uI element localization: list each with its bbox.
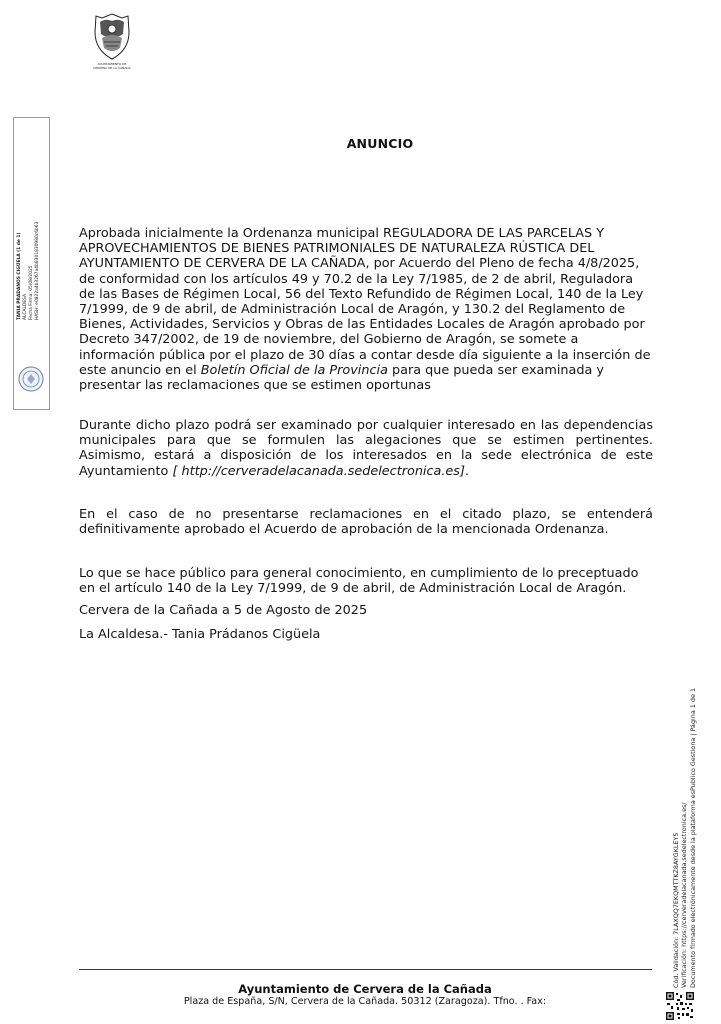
platform-note: Documento firmado electrónicamente desde la plataforma esPublico Gestiona | Página 1 de 1 — [688, 688, 697, 988]
signature-date: Fecha Firma: 05/08/2025 — [29, 265, 34, 320]
sede-electronica-link[interactable]: [ http://cerveradelacanada.sedelectronica.es] — [172, 463, 465, 479]
signature-line: La Alcaldesa.- Tania Prádanos Cigüela — [79, 627, 321, 642]
paragraph-publication: Lo que se hace público para general conocimiento, en cumplimiento de lo preceptuado en el artículo 140 de la Ley 7/1999, de 9 de abril, de Administración Local de Aragón. — [79, 566, 639, 597]
page-title: ANUNCIO — [346, 136, 414, 151]
footer-address: Plaza de España, S/N, Cervera de la Cañada. 50312 (Zaragoza). Tfno. . Fax: — [183, 996, 547, 1007]
qr-code-icon[interactable] — [665, 991, 695, 1021]
logo-caption-1: AYUNTAMIENTO DE — [97, 62, 127, 66]
paragraph-2-end: . — [464, 463, 470, 479]
footer-divider — [79, 969, 652, 970]
paragraph-1-part-b: , por Acuerdo del Pleno de fecha 4/8/2025, de conformidad con los artículos 49 y 70.2 de la Ley 7/1985, de 2 de abril, Reguladora de las Bases de Régimen Local, 56 del Texto Refundido de Régimen Local, 140 de la Ley 7/1999, de 9 de abril, de Administración Local de Aragón, y 130.2 del Reglamento de Bienes, Actividades, Servicios y Obras de las Entidades Locales de Aragón aprobado por Decreto 347/2002, de 19 de noviembre, del Gobierno de Aragón, se somete a información pública por el plazo de 30 días a contar desde día siguiente a la inserción de este anuncio en el — [79, 256, 651, 378]
place-date: Cervera de la Cañada a 5 de Agosto de 2025 — [79, 603, 368, 618]
official-seal-icon — [18, 366, 44, 392]
logo-caption-2: CERVERA DE LA CAÑADA — [93, 66, 131, 70]
paragraph-examination — [79, 418, 653, 479]
verification-block — [672, 658, 712, 988]
validation-code: Cód. Validación: 7LAXQQ7EKQMTTKZ8AYGKLEY5 — [672, 832, 680, 988]
signature-block — [17, 190, 47, 320]
boletin-oficial-italic: Boletín Oficial de la Provincia — [200, 362, 388, 378]
verification-url[interactable]: Verificación: https://cerveradelacanada.sedelectronica.es/ — [680, 802, 689, 988]
footer-organization: Ayuntamiento de Cervera de la Cañada — [238, 982, 492, 996]
paragraph-1-part-c: para que pueda ser examinada y presentar las reclamaciones que se estimen oportunas — [79, 362, 604, 394]
paragraph-2-text: Durante dicho plazo podrá ser examinado por cualquier interesado en las dependencias municipales para que se formulen las alegaciones que se estimen pertinentes. Asimismo, estará a disposición de los interesados en la sede electrónica de este Ayuntamiento — [79, 418, 653, 479]
coat-of-arms-icon — [92, 12, 132, 62]
signer-name: TANIA PRADANOS CIGÜELA (1 de 1) — [17, 232, 22, 320]
signature-hash: HASH: e0822a4b3267a4b8301830980c6b63 — [35, 221, 40, 320]
paragraph-1-part-a: Aprobada inicialmente la Ordenanza municipal REGULADORA DE LAS PARCELAS Y APROVECHAMIENTOS DE BIENES PATRIMONIALES DE NATURALEZA RÚSTICA DEL AYUNTAMIENTO DE CERVERA DE LA CAÑADA — [79, 226, 605, 272]
signer-role: ALCALDESA — [23, 294, 28, 320]
paragraph-approval — [79, 226, 653, 393]
municipal-logo — [86, 12, 138, 82]
paragraph-definitive: En el caso de no presentarse reclamaciones en el citado plazo, se entenderá definitivamente aprobado el Acuerdo de aprobación de la mencionada Ordenanza. — [79, 507, 653, 538]
